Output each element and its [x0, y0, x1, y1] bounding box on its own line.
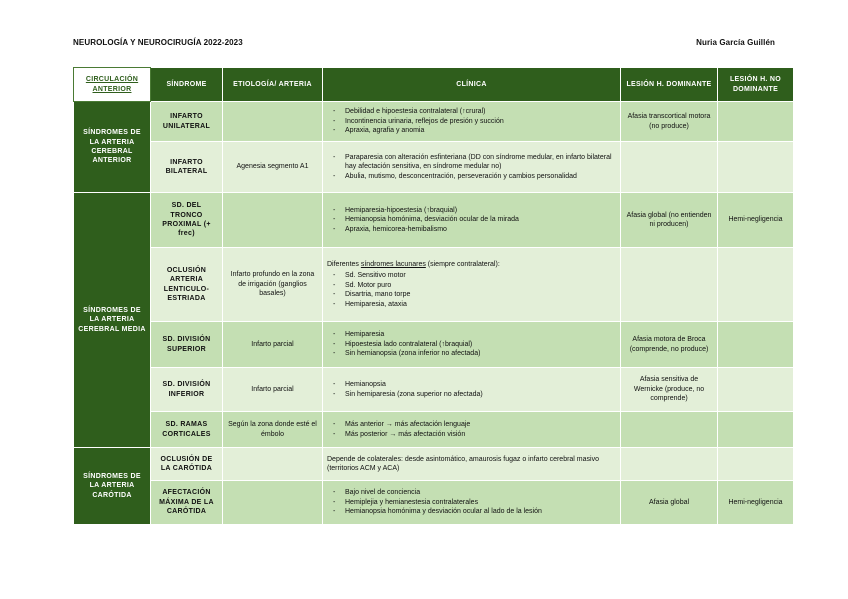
clinic-item: - Hipoestesia lado contralateral (↑braquial) [345, 340, 616, 349]
document-title: NEUROLOGÍA Y NEUROCIRUGÍA 2022-2023 [73, 38, 243, 47]
etiology-cell: Según la zona donde esté el émbolo [223, 412, 323, 448]
syndrome-cell: OCLUSIÓN ARTERIA LENTICULO-ESTRIADA [151, 248, 223, 322]
dominant-lesion-cell [621, 448, 718, 481]
clinic-item: - Incontinencia urinaria, reflejos de presión y succión [345, 117, 616, 126]
clinic-cell [323, 193, 621, 248]
dominant-lesion-cell: Afasia global [621, 481, 718, 525]
table-row [74, 142, 794, 193]
header-lesion-dominante: LESIÓN H. DOMINANTE [621, 68, 718, 102]
etiology-cell: Infarto parcial [223, 368, 323, 412]
clinic-cell [323, 368, 621, 412]
nondominant-lesion-cell [718, 102, 794, 142]
clinic-item: - Hemiparesia, ataxia [345, 300, 616, 309]
etiology-cell [223, 481, 323, 525]
clinic-item: - Hemiparesia-hipoestesia (↑braquial) [345, 206, 616, 215]
table-row [74, 102, 794, 142]
clinic-item: - Apraxia, agrafia y anomia [345, 126, 616, 135]
etiology-cell [223, 448, 323, 481]
table-row [74, 481, 794, 525]
nondominant-lesion-cell: Hemi-negligencia [718, 481, 794, 525]
document-author: Nuria García Guillén [696, 38, 775, 47]
syndrome-cell: INFARTO UNILATERAL [151, 102, 223, 142]
clinic-cell: Depende de colaterales: desde asintomático, amaurosis fugaz o infarto cerebral masivo (territorios ACM y ACA) [323, 448, 621, 481]
nondominant-lesion-cell [718, 322, 794, 368]
lacunar-syndromes-term: síndromes lacunares [360, 260, 426, 268]
syndrome-cell: AFECTACIÓN MÁXIMA DE LA CARÓTIDA [151, 481, 223, 525]
clinic-item: - Más anterior → más afectación lenguaje [345, 420, 616, 429]
nondominant-lesion-cell [718, 448, 794, 481]
group-arteria-carotida: SÍNDROMES DE LA ARTERIA CARÓTIDA [74, 448, 151, 525]
clinic-item: - Sd. Sensitivo motor [345, 271, 616, 280]
clinic-cell [323, 322, 621, 368]
nondominant-lesion-cell [718, 248, 794, 322]
clinic-cell [323, 248, 621, 322]
dominant-lesion-cell [621, 248, 718, 322]
clinic-item: - Sin hemiparesia (zona superior no afectada) [345, 390, 616, 399]
clinic-item: - Hemiparesia [345, 330, 616, 339]
clinic-item: - Bajo nivel de conciencia [345, 488, 616, 497]
nondominant-lesion-cell [718, 368, 794, 412]
clinic-cell [323, 412, 621, 448]
etiology-cell: Infarto profundo en la zona de irrigación (ganglios basales) [223, 248, 323, 322]
group-arteria-cerebral-media: SÍNDROMES DE LA ARTERIA CEREBRAL MEDIA [74, 193, 151, 448]
syndrome-cell: SD. DEL TRONCO PROXIMAL (+ frec) [151, 193, 223, 248]
stroke-syndromes-table [73, 67, 794, 525]
dominant-lesion-cell: Afasia sensitiva de Wernicke (produce, no comprende) [621, 368, 718, 412]
header-sindrome: SÍNDROME [151, 68, 223, 102]
nondominant-lesion-cell [718, 412, 794, 448]
syndrome-cell: SD. DIVISIÓN SUPERIOR [151, 322, 223, 368]
clinic-item: - Apraxia, hemicorea-hemibalismo [345, 225, 616, 234]
clinic-cell [323, 142, 621, 193]
etiology-cell [223, 193, 323, 248]
clinic-item: - Debilidad e hipoestesia contralateral (↑crural) [345, 107, 616, 116]
clinic-item: - Sd. Motor puro [345, 281, 616, 290]
syndrome-cell: INFARTO BILATERAL [151, 142, 223, 193]
etiology-cell [223, 102, 323, 142]
syndrome-cell: SD. RAMAS CORTICALES [151, 412, 223, 448]
dominant-lesion-cell: Afasia motora de Broca (comprende, no produce) [621, 322, 718, 368]
clinic-item: - Hemianopsia homónima, desviación ocular de la mirada [345, 215, 616, 224]
table-header-row [74, 68, 794, 102]
syndrome-cell: SD. DIVISIÓN INFERIOR [151, 368, 223, 412]
table-row [74, 368, 794, 412]
header-circulacion-anterior: CIRCULACIÓN ANTERIOR [74, 68, 151, 102]
clinic-item: - Hemiplejia y hemianestesia contralaterales [345, 498, 616, 507]
dominant-lesion-cell: Afasia transcortical motora (no produce) [621, 102, 718, 142]
nondominant-lesion-cell: Hemi-negligencia [718, 193, 794, 248]
table-row [74, 248, 794, 322]
header-lesion-no-dominante: LESIÓN H. NO DOMINANTE [718, 68, 794, 102]
etiology-cell: Agenesia segmento A1 [223, 142, 323, 193]
table-row [74, 193, 794, 248]
header-etiologia: ETIOLOGÍA/ ARTERIA [223, 68, 323, 102]
group-arteria-cerebral-anterior: SÍNDROMES DE LA ARTERIA CEREBRAL ANTERIOR [74, 102, 151, 193]
dominant-lesion-cell: Afasia global (no entienden ni producen) [621, 193, 718, 248]
table-row [74, 322, 794, 368]
table-row [74, 448, 794, 481]
clinic-item: - Abulia, mutismo, desconcentración, perseveración y cambios personalidad [345, 172, 616, 181]
clinic-item: - Hemianopsia [345, 380, 616, 389]
clinic-item: - Disartria, mano torpe [345, 290, 616, 299]
syndrome-cell: OCLUSIÓN DE LA CARÓTIDA [151, 448, 223, 481]
clinic-item: - Paraparesia con alteración esfinteriana (DD con síndrome medular, en infarto bilateral hay afectación sensitiva, en síndrome medular no) [345, 153, 616, 172]
etiology-cell: Infarto parcial [223, 322, 323, 368]
dominant-lesion-cell [621, 412, 718, 448]
clinic-cell [323, 102, 621, 142]
clinic-lead: Diferentes síndromes lacunares (siempre contralateral): [327, 260, 500, 268]
clinic-item: - Más posterior → más afectación visión [345, 430, 616, 439]
clinic-item: - Hemianopsia homónima y desviación ocular al lado de la lesión [345, 507, 616, 516]
clinic-cell [323, 481, 621, 525]
nondominant-lesion-cell [718, 142, 794, 193]
table-row [74, 412, 794, 448]
clinic-item: - Sin hemianopsia (zona inferior no afectada) [345, 349, 616, 358]
dominant-lesion-cell [621, 142, 718, 193]
header-clinica: CLÍNICA [323, 68, 621, 102]
